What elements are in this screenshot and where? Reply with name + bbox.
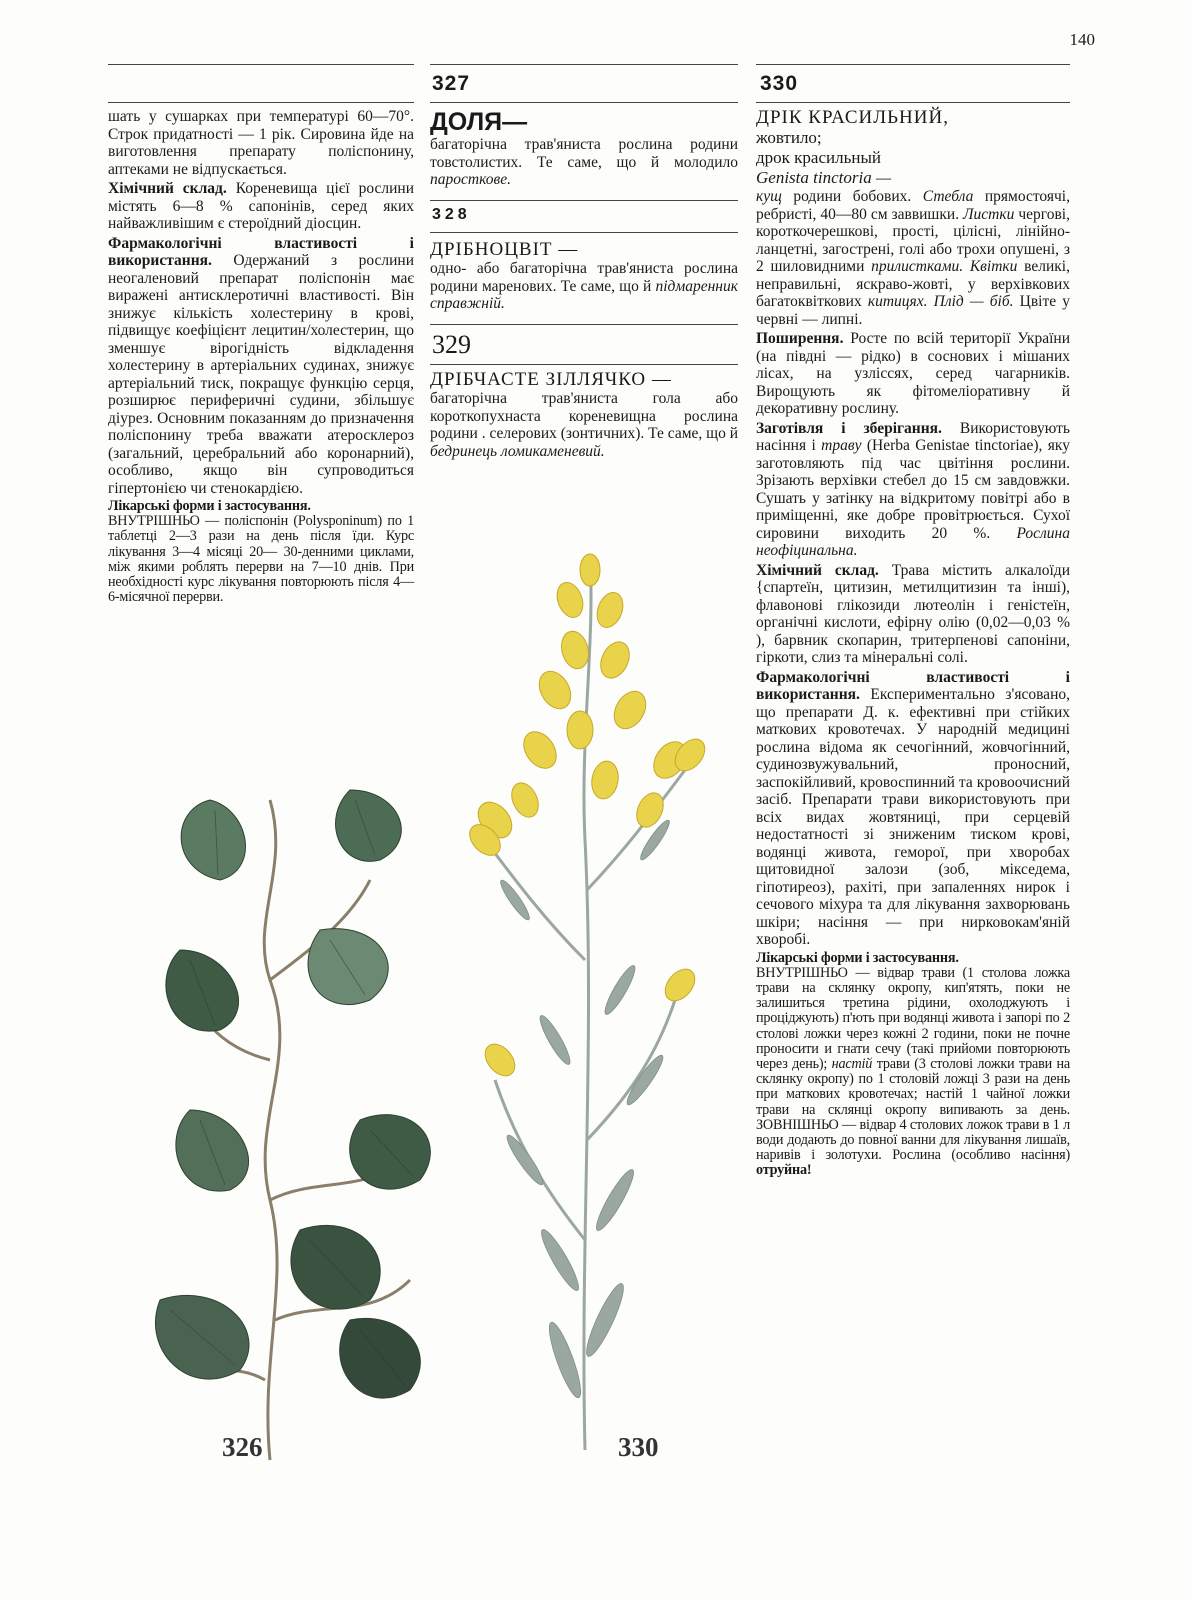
left-chem-paragraph <box>108 180 414 233</box>
entry-330-title: ДРІК КРАСИЛЬНИЙ, <box>756 107 949 128</box>
left-pharm-paragraph <box>108 235 414 498</box>
rule-mid-2 <box>430 102 738 103</box>
entry-330-synonym-2: дрок красильный <box>756 148 881 167</box>
left-chem-label: Хімічний склад. <box>108 180 227 197</box>
entry-328-block <box>430 240 738 315</box>
illustration-330-label: 330 <box>618 1432 659 1462</box>
rule-right-2 <box>756 102 1070 103</box>
illustration-326-yam-plant <box>150 760 450 1480</box>
left-forms-label: Лікарські форми і застосування. <box>108 498 311 514</box>
entry-330-latin: Genista tinctoria — <box>756 168 892 187</box>
entry-328-title: ДРІБНОЦВІТ — <box>430 239 579 260</box>
left-pharm-label: Фармакологічні властивості і використання. <box>108 234 414 269</box>
entry-329-block <box>430 370 738 462</box>
entry-330-number: 330 <box>760 72 799 95</box>
entry-330-chem: Хімічний склад. Трава містить алкалоїди {спартеїн, цитизин, метилцитизин та інші), флавонові глікозиди лютеолін і геністеїн, органічні кислоти, ефірну олію (0,02—0,03 % ), барвник скопарин, тритерпенові сапоніни, гіркоти, слиз та мінеральні солі. <box>756 561 1070 666</box>
rule-329 <box>430 364 738 365</box>
entry-330-forms <box>756 951 1070 1179</box>
entry-329-number: 329 <box>432 330 471 359</box>
entry-328-number: 328 <box>432 206 471 223</box>
entry-328-ref: підмаренник справжній. <box>430 277 738 312</box>
entry-330-synonym-1: жовтило; <box>756 128 822 147</box>
page-number: 140 <box>1069 30 1095 49</box>
rule-mid-top <box>430 64 738 65</box>
entry-327-title: ДОЛЯ— <box>430 108 528 136</box>
entry-330-forms-text: ВНУТРІШНЬО — відвар трави (1 столова ложка трави на склянку окропу, кип'ятять, поки не залишиться третина рідини, охолоджують і проціджують) п'ють при водянці живота і запорі по 2 столові ложки через кожні 2 години, поки не почне проносити и гнати сечу (такі прийоми повторюють через день); настій трави (3 столові ложки трави на склянку окропу) по 1 столовій ложці 3 рази на день при маткових кровотечах; настій 1 чайної ложки трави на склянці окропу випивають за день. ЗОВНІШНЬО — відвар 4 столових ложок трави в 1 л води додають до повної ванни для лікування лишаїв, наривів і золотухи. Рослина (особливо насіння) отруйна! <box>756 964 1070 1179</box>
illustration-330-dyers-greenweed <box>455 540 725 1460</box>
left-paragraph-1: шать у сушарках при температурі 60—70°. Строк придатності — 1 рік. Сировина йде на виготовлення препарату поліспонину, аптеками не відпускається. <box>108 108 414 178</box>
left-column <box>108 108 414 605</box>
left-chem-text: Кореневища цієї рослини містять 6—8 % сапонінів, серед яких найважливішим є стероїдний діосцин. <box>108 180 414 232</box>
entry-330-description: кущ родини бобових. Стебла прямостоячі, ребристі, 40—80 см заввишки. Листки чергові, короткочерешкові, прості, цілісні, лінійно-ланцетні, загострені, голі або трохи опушені, з 2 шиловидними прилистками. Квітки великі, неправильні, яскраво-жовті, у верхівкових багатоквіткових китицях. Плід — біб. Цвіте у червні — липні. <box>756 188 1070 328</box>
entry-330-harvest: Заготівля і зберігання. Використовують насіння і траву (Herba Genistae tinctoriae), яку заготовляють під час цвітіння рослини. Зрізають верхівки стебел до 15 см завдовжки. Сушать у затінку на відкритому повітрі або в приміщенні, яке добре провітрюється. Сухої сировини виходить 20 %. Рослина неофіцинальна. <box>756 419 1070 559</box>
rule-left-top <box>108 64 414 65</box>
rule-328-end <box>430 324 738 325</box>
right-column <box>756 108 1070 1179</box>
entry-329-title: ДРІБЧАСТЕ ЗІЛЛЯЧКО — <box>430 369 672 390</box>
entry-327-ref: паросткове. <box>430 171 511 188</box>
entry-329-ref: бедринець ломикаменевий. <box>430 442 605 460</box>
rule-right-top <box>756 64 1070 65</box>
entry-330-forms-label: Лікарські форми і застосування. <box>756 949 959 966</box>
rule-327-end <box>430 200 738 201</box>
left-forms-text: ВНУТРІШНЬО — поліспонін (Polysponinum) по 1 таблетці 2—3 рази на день після їди. Курс лікування 3—4 місяці 20— 30-денними циклами, між якими роблять перерви на 7—10 днів. При необхідності курс лікування повторюють після 4—6-місячної перерви. <box>108 513 414 606</box>
entry-330-spread: Поширення. Росте по всій території України (на півдні — рідко) в соснових і мішаних лісах, на узліссях, серед чагарників. Вирощують як фітомеліоративну й декоративну рослину. <box>756 330 1070 417</box>
middle-column <box>430 108 738 191</box>
rule-left-2 <box>108 102 414 103</box>
left-forms-block <box>108 499 414 605</box>
entry-328-text: одно- або багаторічна трав'яниста рослина родини маренових. Те саме, що й підмаренник справжній. <box>430 260 738 312</box>
entry-330-pharm: Фармакологічні властивості і використання. Експериментально з'ясовано, що препарати Д. к. ефективні при стійких маткових кровотечах. У народній медицині рослина відома як сечогінний, жовчогінний, судинозвужувальний, проносний, заспокійливий, кровоспинний та кровоочисний засіб. Препарати трави використовують при всіх видах жовтяниці, при серцевій недостатності зі зниженим тиском крові, водянці живота, геморої, при хворобах щитовидної залози (зоб, мікседема, гіпотиреоз), рахіті, при запаленнях нирок і сечового міхура та для лікування захворювань шкіри; насіння — при нирковокам'яній хворобі. <box>756 668 1070 948</box>
entry-327-number: 327 <box>432 72 471 95</box>
entry-327-text: багаторічна трав'яниста рослина родини товстолистих. Те саме, що й молодило паросткове. <box>430 136 738 188</box>
left-pharm-text: Одержаний з рослини неогаленовий препарат поліспонін має виражені антисклеротичні властивості. Він знижує кількість холестерину в крові, підвищує коефіцієнт лецитин/холестерин, що зменшує вірогідність відкладення холестерину в артеріальних судинах, знижує артеріальний тиск, покращує функцію серця, розширює периферичні судини, збільшує діурез. Основним показанням до призначення поліспонину треба вважати атеросклероз (загальний, церебральний або коронарний), особливо, якщо він супроводиться гіпертонією чи стенокардією. <box>108 252 414 497</box>
entry-329-text: багаторічна трав'яниста гола або короткопухнаста кореневищна рослина родини . селерових (зонтичних). Те саме, що й бедринець ломикаменевий. <box>430 390 738 460</box>
rule-328 <box>430 232 738 233</box>
illustration-326-label: 326 <box>222 1432 263 1462</box>
